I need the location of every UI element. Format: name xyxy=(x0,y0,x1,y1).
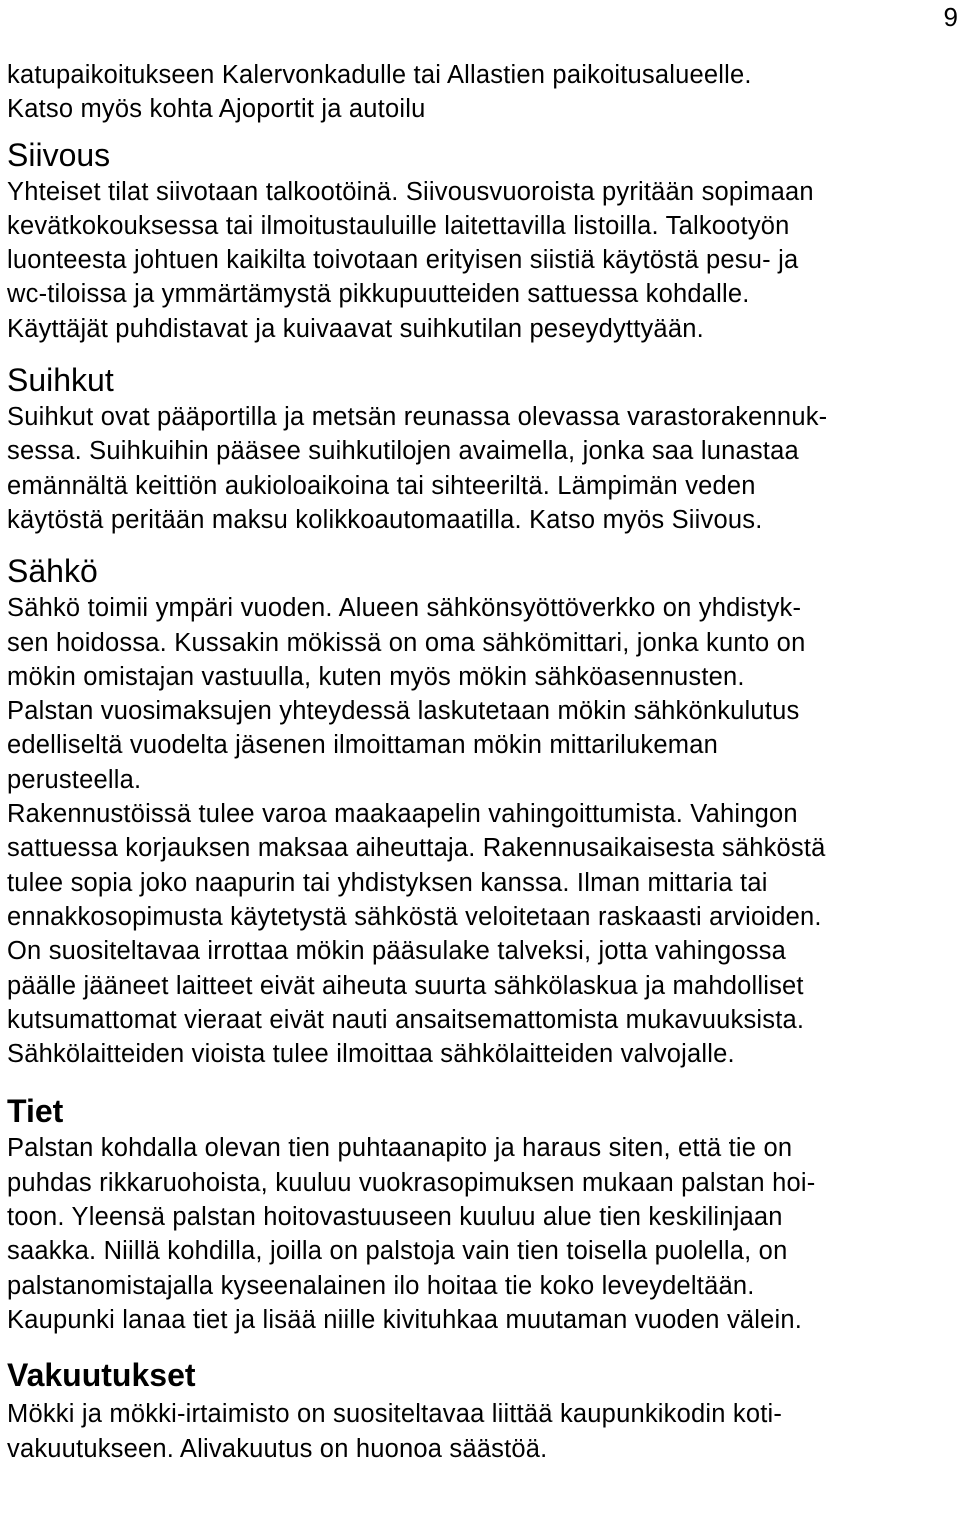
section-sahko xyxy=(7,551,952,1071)
page-number: 9 xyxy=(943,2,958,32)
section-heading-tiet: Tiet xyxy=(7,1093,64,1130)
section-tiet xyxy=(7,1091,952,1337)
text-line: Katso myös kohta Ajoportit ja autoilu xyxy=(7,95,426,124)
text-line: käytöstä peritään maksu kolikkoautomaatilla. Katso myös Siivous. xyxy=(7,505,763,534)
text-line: puhdas rikkaruohoista, kuuluu vuokrasopimuksen mukaan palstan hoi- xyxy=(7,1168,816,1197)
section-heading-siivous: Siivous xyxy=(7,136,111,173)
section-heading-vakuutukset: Vakuutukset xyxy=(7,1357,196,1394)
text-line: toon. Yleensä palstan hoitovastuuseen kuuluu alue tien keskilinjaan xyxy=(7,1203,783,1232)
text-line: Sähkölaitteiden vioista tulee ilmoittaa sähkölaitteiden valvojalle. xyxy=(7,1040,735,1069)
text-line: Mökki ja mökki-irtaimisto on suositeltavaa liittää kaupunkikodin koti- xyxy=(7,1400,783,1429)
text-line: sessa. Suihkuihin pääsee suihkutilojen avaimella, jonka saa lunastaa xyxy=(7,437,799,466)
text-line: vakuutukseen. Alivakuutus on huonoa säästöä. xyxy=(7,1434,548,1463)
text-line: kutsumattomat vieraat eivät nauti ansaitsemattomista mukavuuksista. xyxy=(7,1005,805,1034)
text-line: Suihkut ovat pääportilla ja metsän reunassa olevassa varastorakennuk- xyxy=(7,403,828,432)
text-line: saakka. Niillä kohdilla, joilla on palstoja vain tien toisella puolella, on xyxy=(7,1237,788,1266)
section-suihkut xyxy=(7,360,952,537)
text-line: emännältä keittiön aukioloaikoina tai sihteeriltä. Lämpimän veden xyxy=(7,471,756,500)
text-line: kevätkokouksessa tai ilmoitustauluille laitettavilla listoilla. Talkootyön xyxy=(7,211,790,240)
text-line: Palstan vuosimaksujen yhteydessä laskutetaan mökin sähkönkulutus xyxy=(7,697,800,726)
text-line: päälle jääneet laitteet eivät aiheuta suurta sähkölaskua ja mahdolliset xyxy=(7,971,804,1000)
text-line: mökin omistajan vastuulla, kuten myös mökin sähköasennusten. xyxy=(7,662,745,691)
text-line: edelliseltä vuodelta jäsenen ilmoittaman mökin mittarilukeman xyxy=(7,731,718,760)
text-line: sattuessa korjauksen maksaa aiheuttaja. Rakennusaikaisesta sähköstä xyxy=(7,834,826,863)
section-siivous xyxy=(7,135,952,346)
text-line: Käyttäjät puhdistavat ja kuivaavat suihkutilan peseydyttyään. xyxy=(7,314,704,343)
text-line: Yhteiset tilat siivotaan talkootöinä. Siivousvuoroista pyritään sopimaan xyxy=(7,177,814,206)
text-line: On suositeltavaa irrottaa mökin pääsulake talveksi, jotta vahingossa xyxy=(7,937,787,966)
text-line: perusteella. xyxy=(7,765,142,794)
text-line: Kaupunki lanaa tiet ja lisää niille kivituhkaa muutaman vuoden välein. xyxy=(7,1305,803,1334)
text-line: ennakkosopimusta käytetystä sähköstä veloitetaan raskaasti arvioiden. xyxy=(7,902,822,931)
text-line: palstanomistajalla kyseenalainen ilo hoitaa tie koko leveydeltään. xyxy=(7,1271,755,1300)
text-line: Rakennustöissä tulee varoa maakaapelin vahingoittumista. Vahingon xyxy=(7,800,798,829)
text-line: luonteesta johtuen kaikilta toivotaan erityisen siistiä käytöstä pesu- ja xyxy=(7,246,799,275)
section-vakuutukset xyxy=(7,1355,952,1466)
intro-paragraph xyxy=(7,58,952,127)
text-line: Sähkö toimii ympäri vuoden. Alueen sähkönsyöttöverkko on yhdistyk- xyxy=(7,594,802,623)
text-line: Palstan kohdalla olevan tien puhtaanapito ja haraus siten, että tie on xyxy=(7,1134,793,1163)
text-line: sen hoidossa. Kussakin mökissä on oma sähkömittari, jonka kunto on xyxy=(7,628,806,657)
section-heading-suihkut: Suihkut xyxy=(7,362,114,399)
section-heading-sahko: Sähkö xyxy=(7,553,98,590)
document-body xyxy=(7,58,952,1466)
text-line: wc-tiloissa ja ymmärtämystä pikkupuutteiden sattuessa kohdalle. xyxy=(7,280,750,309)
text-line: tulee sopia joko naapurin tai yhdistyksen kanssa. Ilman mittaria tai xyxy=(7,868,768,897)
text-line: katupaikoitukseen Kalervonkadulle tai Allastien paikoitusalueelle. xyxy=(7,61,752,89)
